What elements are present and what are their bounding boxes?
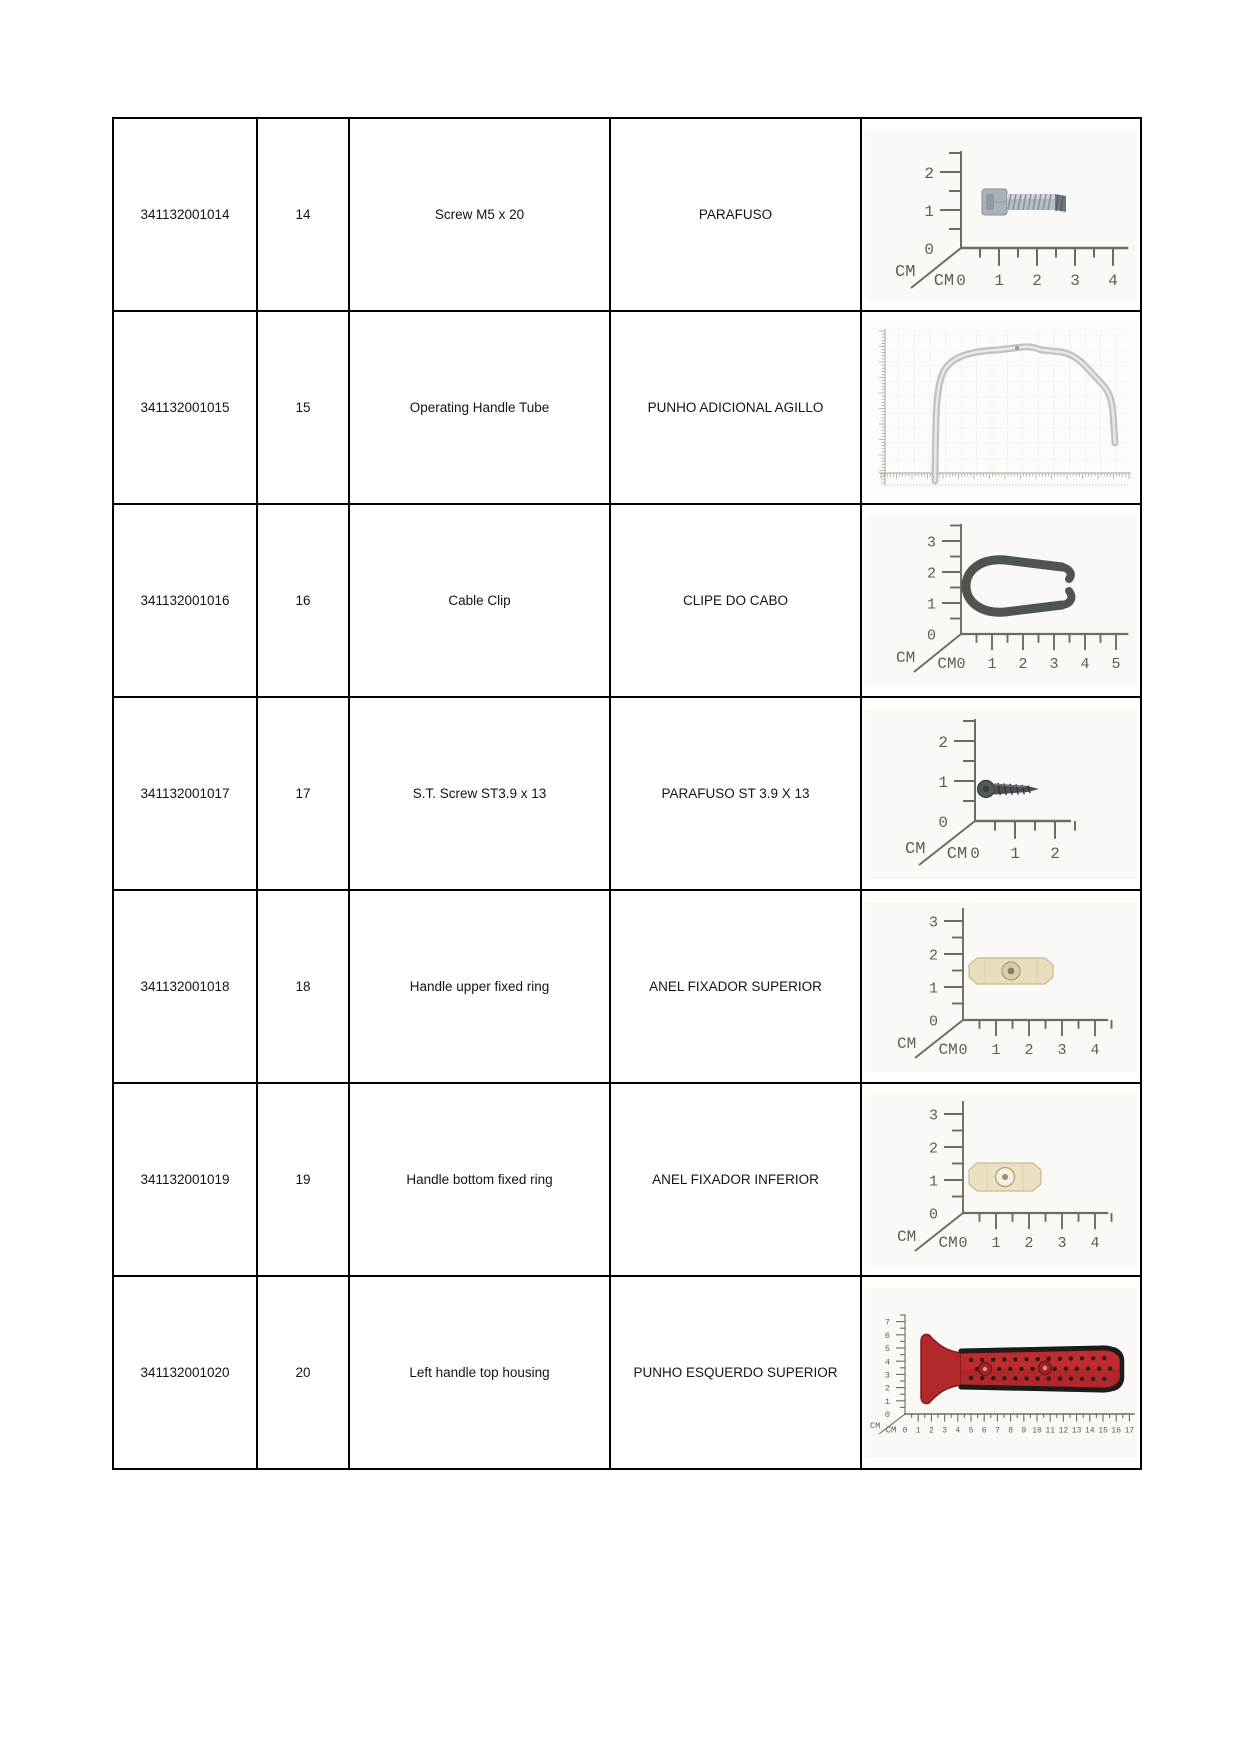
svg-text:2: 2 xyxy=(884,1383,890,1394)
svg-text:12: 12 xyxy=(1058,1426,1069,1436)
svg-text:4: 4 xyxy=(1080,655,1090,673)
item-number-cell: 18 xyxy=(257,890,349,1083)
svg-text:5: 5 xyxy=(968,1426,974,1436)
svg-text:1: 1 xyxy=(924,202,934,221)
svg-text:CM: CM xyxy=(933,271,955,291)
svg-text:1: 1 xyxy=(928,979,938,997)
part-photo xyxy=(865,130,1137,300)
svg-text:3: 3 xyxy=(1057,1234,1067,1252)
svg-text:17: 17 xyxy=(1124,1426,1135,1436)
part-image-cell xyxy=(861,1083,1141,1276)
svg-text:6: 6 xyxy=(884,1330,890,1341)
svg-text:1: 1 xyxy=(915,1426,921,1436)
part-image-cell xyxy=(861,890,1141,1083)
svg-text:1: 1 xyxy=(991,1234,1001,1252)
svg-text:0: 0 xyxy=(928,1012,938,1030)
svg-text:2: 2 xyxy=(1018,655,1028,673)
svg-text:0: 0 xyxy=(956,655,966,673)
svg-text:2: 2 xyxy=(1024,1234,1034,1252)
part-image-cell xyxy=(861,118,1141,311)
svg-text:3: 3 xyxy=(1049,655,1059,673)
part-photo xyxy=(865,323,1137,493)
svg-text:16: 16 xyxy=(1111,1426,1122,1436)
part-photo xyxy=(865,1095,1137,1265)
svg-text:7: 7 xyxy=(884,1317,890,1328)
part-photo xyxy=(865,1288,1137,1458)
svg-text:5: 5 xyxy=(1111,655,1121,673)
svg-text:2: 2 xyxy=(926,564,936,582)
svg-text:0: 0 xyxy=(958,1234,968,1252)
part-number-cell: 341132001017 xyxy=(113,697,257,890)
screw-m5x20-part xyxy=(982,189,1066,215)
svg-text:0: 0 xyxy=(938,813,948,832)
svg-text:1: 1 xyxy=(994,271,1004,290)
part-photo xyxy=(865,516,1137,686)
svg-text:14: 14 xyxy=(1084,1426,1095,1436)
svg-text:6: 6 xyxy=(981,1426,987,1436)
svg-text:4: 4 xyxy=(884,1356,890,1367)
left-handle-housing-part xyxy=(921,1334,1122,1403)
svg-text:CM: CM xyxy=(895,262,916,282)
description-en-cell: Cable Clip xyxy=(349,504,610,697)
description-en-cell: Left handle top housing xyxy=(349,1276,610,1469)
svg-text:CM: CM xyxy=(897,1227,917,1246)
svg-text:3: 3 xyxy=(884,1369,890,1380)
description-pt-cell: PARAFUSO ST 3.9 X 13 xyxy=(610,697,861,890)
svg-text:CM: CM xyxy=(938,1040,958,1059)
item-number-cell: 20 xyxy=(257,1276,349,1469)
svg-text:2: 2 xyxy=(938,733,948,752)
upper-ring-photo xyxy=(865,902,1137,1072)
description-pt-cell: PARAFUSO xyxy=(610,118,861,311)
svg-text:CM: CM xyxy=(896,648,916,667)
part-photo xyxy=(865,709,1137,879)
svg-text:9: 9 xyxy=(1021,1426,1027,1436)
svg-text:10: 10 xyxy=(1032,1426,1042,1436)
table-row xyxy=(113,118,1141,311)
svg-text:CM: CM xyxy=(897,1034,917,1053)
svg-text:1: 1 xyxy=(884,1396,890,1407)
svg-text:1: 1 xyxy=(938,773,948,792)
svg-text:2: 2 xyxy=(1024,1041,1034,1059)
cm-ruler xyxy=(896,523,1128,672)
svg-text:3: 3 xyxy=(928,1106,938,1124)
description-pt-cell: CLIPE DO CABO xyxy=(610,504,861,697)
description-pt-cell: PUNHO ADICIONAL AGILLO xyxy=(610,311,861,504)
svg-text:0: 0 xyxy=(928,1205,938,1223)
description-en-cell: Operating Handle Tube xyxy=(349,311,610,504)
item-number-cell: 14 xyxy=(257,118,349,311)
table-row xyxy=(113,1276,1141,1469)
svg-text:1: 1 xyxy=(991,1041,1001,1059)
upper-ring-part xyxy=(969,958,1053,984)
svg-text:4: 4 xyxy=(1108,271,1118,290)
description-pt-cell: PUNHO ESQUERDO SUPERIOR xyxy=(610,1276,861,1469)
st-screw-part xyxy=(978,780,1040,797)
st-screw-photo xyxy=(865,709,1137,879)
svg-text:1: 1 xyxy=(987,655,997,673)
part-image-cell xyxy=(861,697,1141,890)
part-number-cell: 341132001016 xyxy=(113,504,257,697)
description-en-cell: Handle upper fixed ring xyxy=(349,890,610,1083)
svg-text:0: 0 xyxy=(958,1041,968,1059)
cm-ruler xyxy=(895,151,1128,291)
svg-text:2: 2 xyxy=(1032,271,1042,290)
svg-text:15: 15 xyxy=(1098,1426,1108,1436)
svg-text:0: 0 xyxy=(884,1409,890,1420)
svg-text:11: 11 xyxy=(1045,1426,1056,1436)
svg-text:CM: CM xyxy=(946,844,968,864)
svg-text:2: 2 xyxy=(924,164,934,183)
svg-text:0: 0 xyxy=(970,844,980,863)
handle-housing-photo xyxy=(865,1288,1137,1458)
svg-text:1: 1 xyxy=(926,595,936,613)
svg-text:2: 2 xyxy=(928,946,938,964)
svg-text:4: 4 xyxy=(955,1426,961,1436)
svg-text:1: 1 xyxy=(928,1172,938,1190)
description-en-cell: Screw M5 x 20 xyxy=(349,118,610,311)
svg-text:0: 0 xyxy=(926,626,936,644)
table-row xyxy=(113,890,1141,1083)
cable-clip-part xyxy=(966,559,1071,611)
svg-text:CM: CM xyxy=(938,1233,958,1252)
svg-text:3: 3 xyxy=(928,913,938,931)
table-row xyxy=(113,504,1141,697)
description-pt-cell: ANEL FIXADOR INFERIOR xyxy=(610,1083,861,1276)
svg-text:CM: CM xyxy=(885,1425,897,1436)
bottom-ring-photo xyxy=(865,1095,1137,1265)
svg-text:3: 3 xyxy=(1057,1041,1067,1059)
part-photo xyxy=(865,902,1137,1072)
svg-text:7: 7 xyxy=(994,1426,1000,1436)
description-pt-cell: ANEL FIXADOR SUPERIOR xyxy=(610,890,861,1083)
svg-text:2: 2 xyxy=(928,1426,934,1436)
part-image-cell xyxy=(861,311,1141,504)
svg-text:3: 3 xyxy=(942,1426,948,1436)
svg-text:0: 0 xyxy=(924,240,934,259)
svg-text:5: 5 xyxy=(884,1343,890,1354)
svg-text:13: 13 xyxy=(1071,1426,1082,1436)
svg-text:CM: CM xyxy=(905,839,926,859)
svg-text:3: 3 xyxy=(926,533,936,551)
part-image-cell xyxy=(861,1276,1141,1469)
bottom-ring-part xyxy=(969,1163,1041,1191)
part-number-cell: 341132001019 xyxy=(113,1083,257,1276)
item-number-cell: 16 xyxy=(257,504,349,697)
table-row xyxy=(113,1083,1141,1276)
svg-text:0: 0 xyxy=(902,1426,908,1436)
svg-text:1: 1 xyxy=(1010,844,1020,863)
svg-text:4: 4 xyxy=(1090,1234,1100,1252)
svg-text:2: 2 xyxy=(1050,844,1060,863)
cable-clip-photo xyxy=(865,516,1137,686)
part-number-cell: 341132001020 xyxy=(113,1276,257,1469)
table-row xyxy=(113,311,1141,504)
table-row xyxy=(113,697,1141,890)
svg-text:CM: CM xyxy=(870,1420,881,1431)
part-image-cell xyxy=(861,504,1141,697)
parts-table xyxy=(112,117,1142,1470)
part-number-cell: 341132001014 xyxy=(113,118,257,311)
svg-text:4: 4 xyxy=(1090,1041,1100,1059)
handle-tube-photo xyxy=(865,323,1137,493)
part-number-cell: 341132001015 xyxy=(113,311,257,504)
svg-text:8: 8 xyxy=(1008,1426,1014,1436)
item-number-cell: 19 xyxy=(257,1083,349,1276)
svg-text:CM: CM xyxy=(937,654,957,673)
svg-text:2: 2 xyxy=(928,1139,938,1157)
part-number-cell: 341132001018 xyxy=(113,890,257,1083)
item-number-cell: 17 xyxy=(257,697,349,890)
screw-m5x20-photo xyxy=(865,130,1137,300)
svg-text:3: 3 xyxy=(1070,271,1080,290)
item-number-cell: 15 xyxy=(257,311,349,504)
description-en-cell: S.T. Screw ST3.9 x 13 xyxy=(349,697,610,890)
description-en-cell: Handle bottom fixed ring xyxy=(349,1083,610,1276)
svg-text:0: 0 xyxy=(956,271,966,290)
